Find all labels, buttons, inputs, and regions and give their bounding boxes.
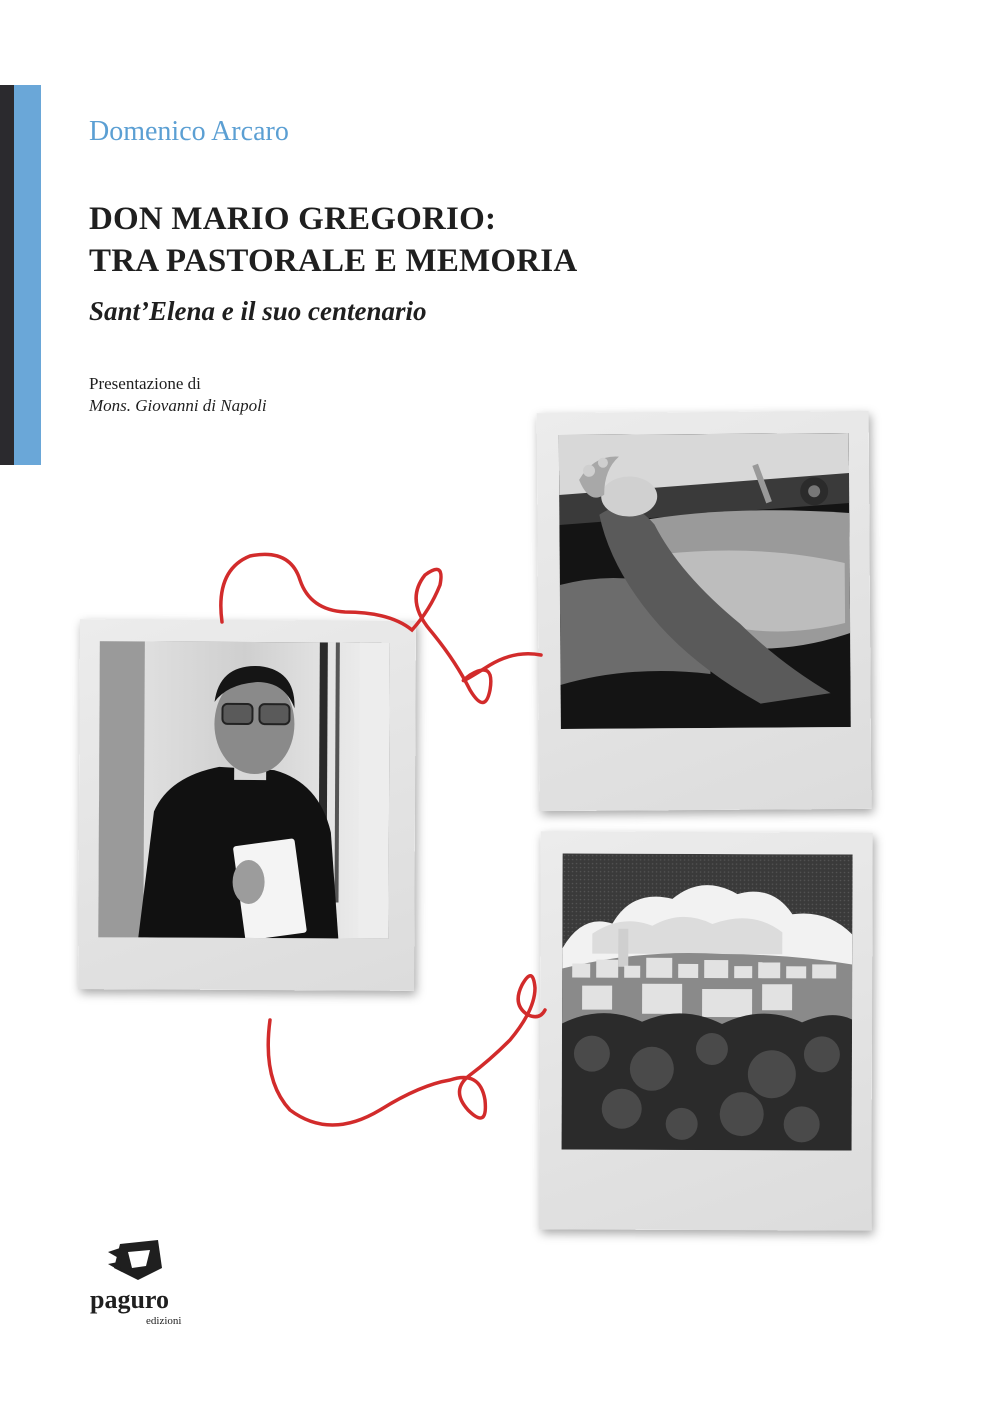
- polaroid-priest-portrait: [78, 619, 416, 991]
- title-line-1: DON MARIO GREGORIO:: [89, 201, 497, 237]
- presentation-name: Mons. Giovanni di Napoli: [89, 396, 267, 415]
- book-subtitle: Sant’Elena e il suo centenario: [89, 296, 427, 326]
- edge-bar-dark: [0, 85, 14, 465]
- title-line-2: TRA PASTORALE E MEMORIA: [89, 243, 578, 279]
- book-title: [89, 198, 577, 282]
- polaroid-town-landscape: [539, 831, 872, 1230]
- polaroid-saint-statue: [537, 411, 872, 811]
- edge-bar-blue: [14, 85, 41, 465]
- publisher-sub: edizioni: [146, 1315, 182, 1327]
- author-name: Domenico Arcaro: [89, 116, 289, 147]
- crab-logo-icon: [108, 1238, 164, 1282]
- town-landscape-photo: [562, 853, 853, 1150]
- priest-photo: [98, 641, 390, 939]
- publisher-name: paguro: [90, 1285, 169, 1314]
- saint-statue-photo: [559, 433, 851, 729]
- presentation-label: Presentazione di: [89, 374, 201, 393]
